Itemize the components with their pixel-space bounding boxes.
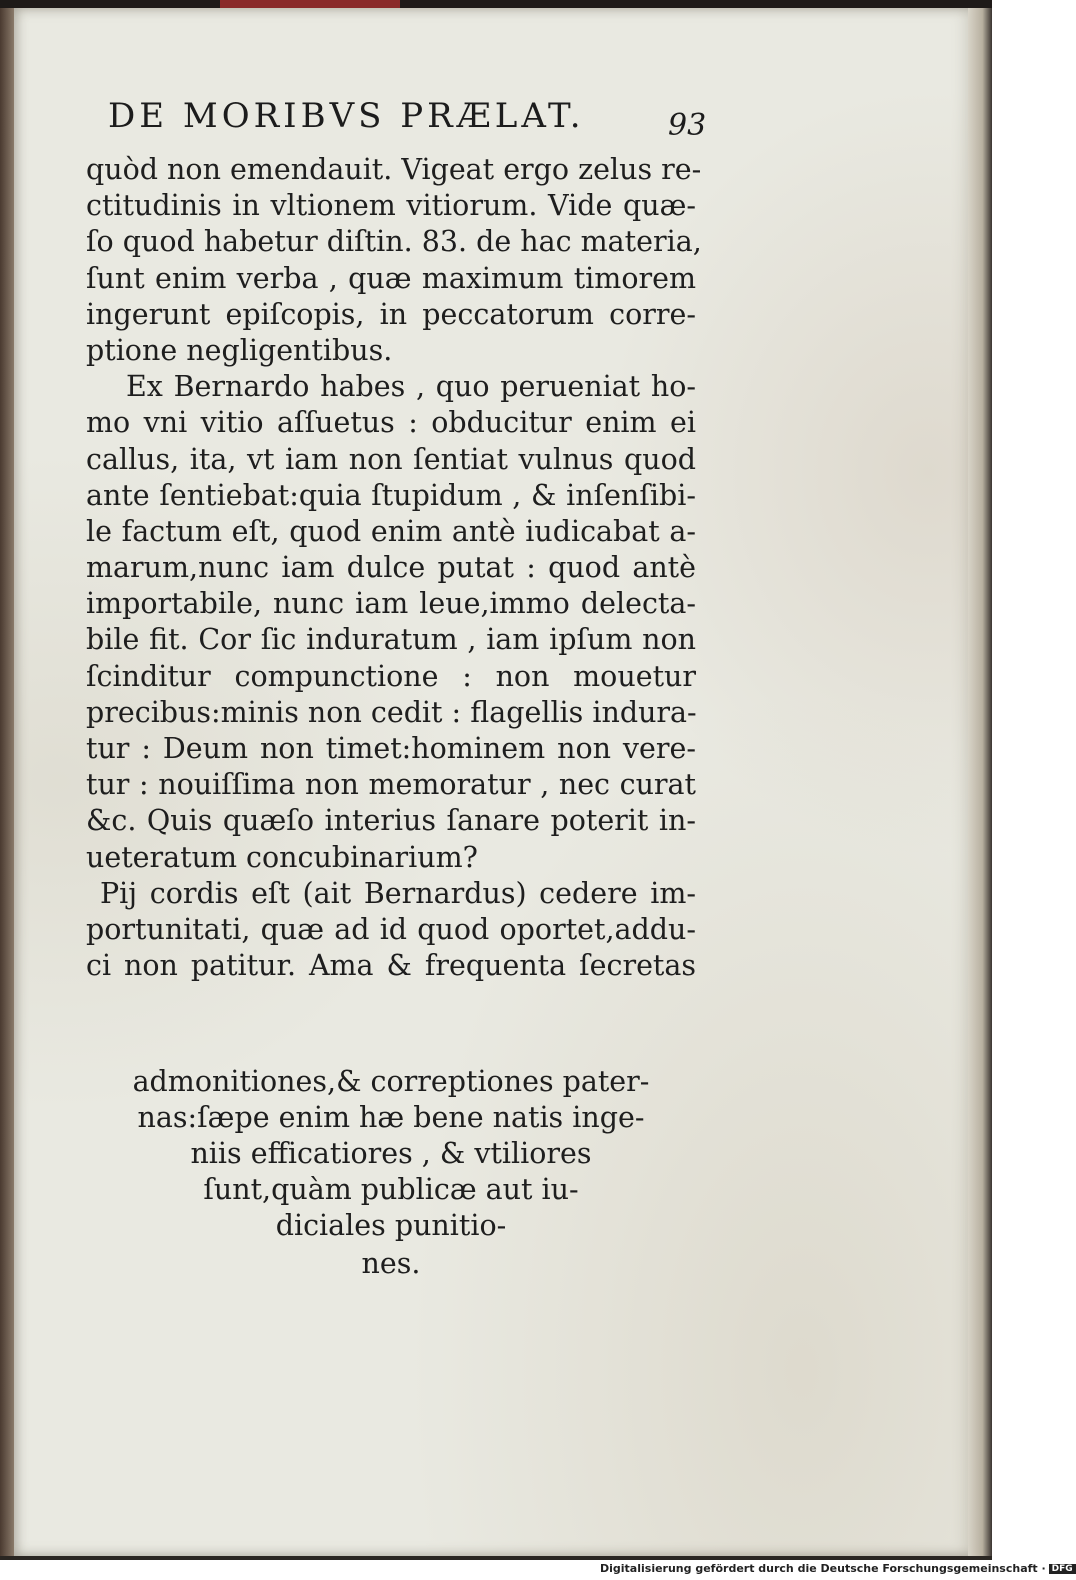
book-binding [0,8,14,1556]
text-line: ingerunt epiſcopis, in peccatorum corre- [86,297,696,331]
text-line: marum,nunc iam dulce putat : quod antè [86,551,696,585]
top-edge [0,0,992,8]
text-line: ſo quod habetur diſtin. 83. de hac materia, [86,225,702,259]
text-line: ante ſentiebat:quia ſtupidum , & inſenſibi- [86,478,696,512]
tail-line: nes. [361,1247,421,1280]
text-line: bile fit. Cor ſic induratum , iam ipſum non [86,623,696,657]
tail-line: niis efficatiores , & vtiliores [190,1137,592,1170]
text-line: Ex Bernardo habes , quo perueniat ho- [126,370,696,404]
text-line: le factum eſt, quod enim antè iudicabat a- [86,514,696,548]
text-line: quòd non emendauit. Vigeat ergo zelus re- [86,153,702,186]
digitization-credit [600,1562,1073,1578]
credit-text: Digitalisierung gefördert durch die Deutsche Forschungsgemeinschaft · [600,1562,1046,1575]
text-line: portunitati, quæ ad id quod oportet,addu- [86,912,696,946]
text-line: tur : Deum non timet:hominem non vere- [86,732,696,765]
text-line: mo vni vitio aſſuetus : obducitur enim ei [86,406,696,440]
page-header [108,96,708,146]
page-edge [968,8,992,1556]
red-bookmark [220,0,400,8]
tail-line: admonitiones,& correptiones pater- [132,1065,650,1098]
text-line: ctitudinis in vltionem vitiorum. Vide quæ- [86,189,696,223]
tail-line: nas:ſæpe enim hæ bene natis inge- [137,1101,645,1134]
text-line: importabile, nunc iam leue,immo delecta- [86,587,696,621]
text-line: Pij cordis eſt (ait Bernardus) cedere im- [100,876,696,910]
tail-line: diciales punitio- [275,1209,507,1242]
text-line: ſunt enim verba , quæ maximum timorem [86,261,696,295]
text-line: ueteratum concubinarium? [86,840,478,874]
text-line: ci non patitur. Ama & frequenta ſecretas [86,949,696,983]
main-text [86,152,702,984]
running-title: DE MORIBVS PRÆLAT. [108,96,585,136]
dfg-logo: DFG [1049,1564,1076,1574]
text-line: ptione negligentibus. [86,333,393,367]
text-line: precibus:minis non cedit : flagellis indura- [86,695,697,729]
tail-line: ſunt,quàm publicæ aut iu- [203,1173,579,1206]
text-line: tur : nouiſſima non memoratur , nec curat [86,768,696,802]
page-number: 93 [668,108,707,143]
text-line: callus, ita, vt iam non ſentiat vulnus quod [86,442,696,476]
text-line: ſcinditur compunctione : non mouetur [86,659,696,693]
text-line: &c. Quis quæſo interius ſanare poterit in- [86,804,696,838]
